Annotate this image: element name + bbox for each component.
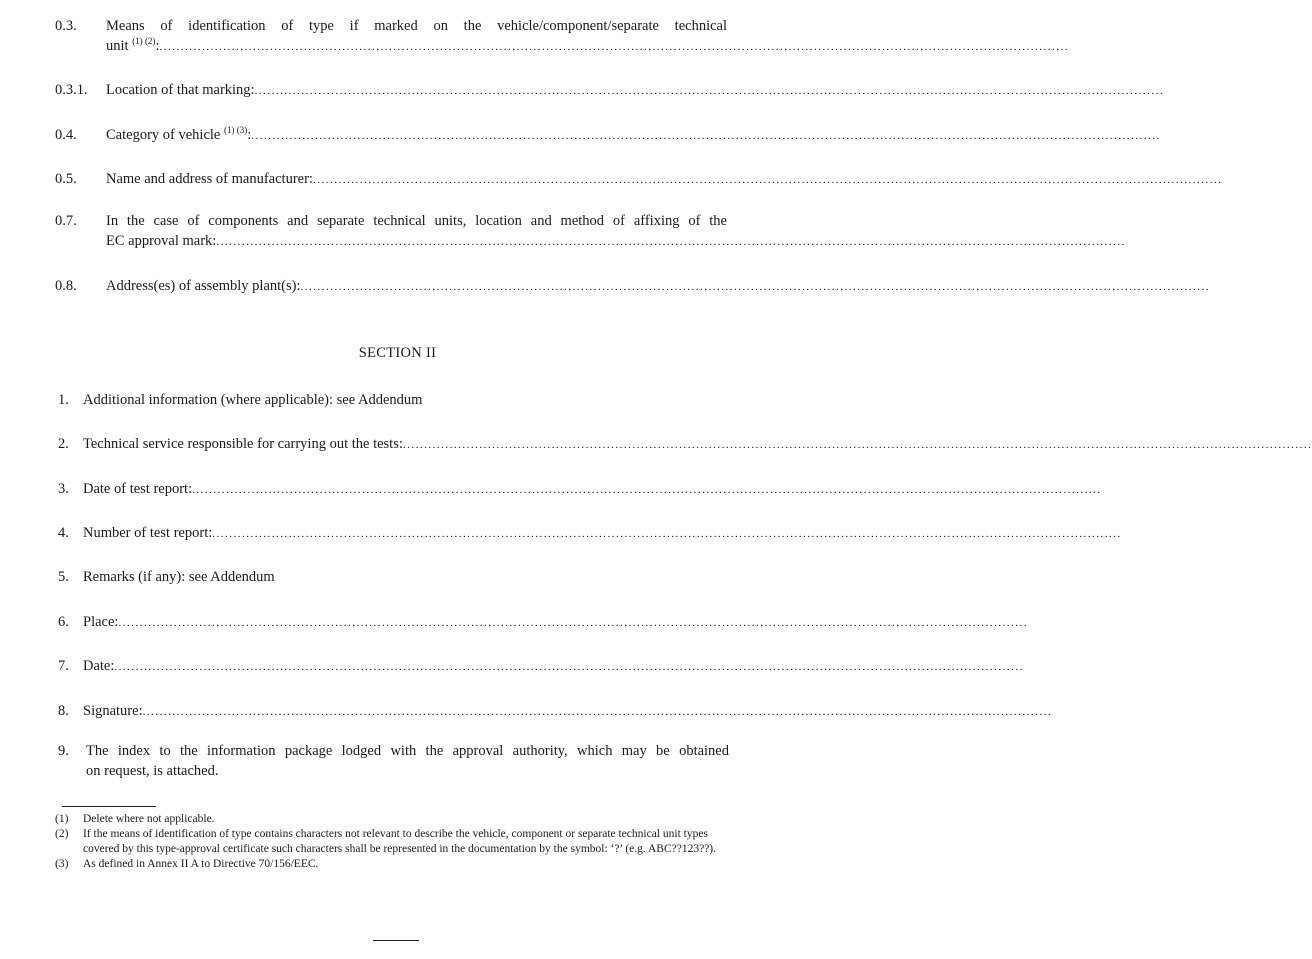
item-label: Name and address of manufacturer: — [106, 171, 313, 187]
dotted-leader: ...................................................................................................................................................................................................................... — [192, 484, 1102, 496]
item-number: 9. — [58, 743, 69, 759]
footnote-mark: (3) — [55, 858, 69, 870]
item-2 — [58, 434, 1312, 455]
item-number: 8. — [58, 703, 69, 719]
item-9 — [58, 741, 729, 781]
item-label: Number of test report: — [83, 525, 213, 541]
item-4 — [58, 523, 1122, 544]
footnote-mark: (1) — [55, 813, 69, 825]
footnote — [55, 827, 735, 857]
item-number: 0.4. — [55, 127, 77, 143]
item-number: 0.3.1. — [55, 82, 88, 98]
item-number: 5. — [58, 569, 69, 585]
item-number: 1. — [58, 392, 69, 408]
item-number: 7. — [58, 658, 69, 674]
dotted-leader: ...................................................................................................................................................................................................................... — [118, 617, 1028, 629]
item-number: 0.3. — [55, 18, 77, 34]
item-number: 0.7. — [55, 213, 77, 229]
item-label: Technical service responsible for carrying out the tests: — [83, 436, 403, 452]
item-text-line1: In the case of components and separate technical units, location and method of affixing of the — [106, 213, 727, 229]
dotted-leader: ...................................................................................................................................................................................................................... — [216, 236, 1126, 248]
footnote-text: If the means of identification of type contains characters not relevant to describe the vehicle, component or separate technical unit types covered by this type-approval certificate such characters shall be represented in the documentation by the symbol: ‘?’ (e.g. ABC??123??). — [83, 828, 717, 855]
item-label: Signature: — [83, 703, 143, 719]
item-text-line1: Means of identification of type if marked on the vehicle/component/separate technical — [106, 18, 727, 34]
item-text-line2: unit $^{(1)}$ $^{(2)}$: — [106, 36, 160, 54]
item-text-line1: The index to the information package lodged with the approval authority, which may be obtained — [86, 743, 729, 759]
item-label: Date: — [83, 658, 115, 674]
footnote-mark: (2) — [55, 828, 69, 840]
item-label: Category of vehicle $^{(1)}$ $^{(3)}$: — [106, 125, 252, 143]
item-text-line2: on request, is attached. — [86, 763, 219, 779]
dotted-leader: ...................................................................................................................................................................................................................... — [402, 439, 1312, 451]
item-label: Date of test report: — [83, 481, 193, 497]
item-text-line2: EC approval mark: — [106, 233, 217, 249]
footnotes — [55, 812, 735, 872]
item-label: Address(es) of assembly plant(s): — [106, 278, 301, 294]
footnote-text: Delete where not applicable. — [83, 813, 215, 825]
item-3 — [58, 479, 1102, 500]
item-0-7 — [55, 211, 1126, 252]
item-number: 0.5. — [55, 171, 77, 187]
item-number: 4. — [58, 525, 69, 541]
dotted-leader: ...................................................................................................................................................................................................................... — [159, 41, 1069, 53]
item-label: Place: — [83, 614, 119, 630]
item-7 — [58, 656, 1024, 677]
item-0-5 — [55, 169, 1223, 190]
item-number: 0.8. — [55, 278, 77, 294]
dotted-leader: ...................................................................................................................................................................................................................... — [254, 85, 1165, 97]
item-label: Additional information (where applicable): see Addendum — [83, 392, 423, 408]
item-5 — [58, 567, 727, 587]
dotted-leader: ...................................................................................................................................................................................................................... — [300, 281, 1210, 293]
item-number: 2. — [58, 436, 69, 452]
item-number: 6. — [58, 614, 69, 630]
item-label: Location of that marking: — [106, 82, 255, 98]
footnote — [55, 812, 735, 827]
footnote — [55, 857, 735, 872]
item-6 — [58, 612, 1028, 633]
page-end-rule — [373, 940, 419, 941]
item-label: Remarks (if any): see Addendum — [83, 569, 275, 585]
item-number: 3. — [58, 481, 69, 497]
dotted-leader: ...................................................................................................................................................................................................................... — [142, 706, 1053, 718]
dotted-leader: ...................................................................................................................................................................................................................... — [212, 528, 1122, 540]
item-0-3-1 — [55, 80, 1165, 101]
dotted-leader: ...................................................................................................................................................................................................................... — [114, 661, 1024, 673]
item-0-4 — [55, 125, 1161, 146]
footnote-text: As defined in Annex II A to Directive 70/156/EEC. — [83, 858, 319, 870]
dotted-leader: ...................................................................................................................................................................................................................... — [312, 174, 1223, 186]
item-1 — [58, 390, 727, 410]
footnote-divider — [62, 806, 156, 807]
item-0-8 — [55, 276, 1210, 297]
dotted-leader: ...................................................................................................................................................................................................................... — [251, 130, 1161, 142]
item-8 — [58, 701, 1053, 722]
section-title: SECTION II — [358, 345, 437, 361]
item-0-3 — [55, 16, 1069, 57]
